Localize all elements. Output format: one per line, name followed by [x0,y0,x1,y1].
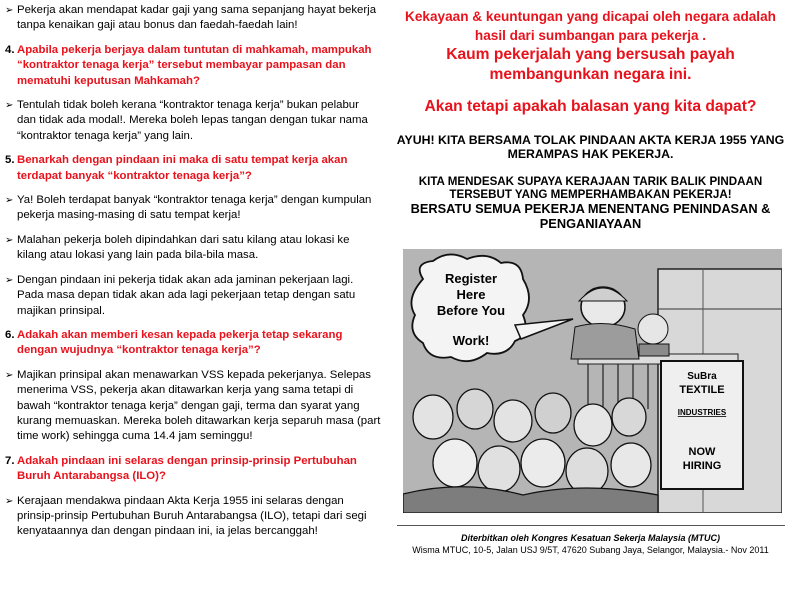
question-item: 5. Benarkah dengan pindaan ini maka di satu tempat kerja akan terdapat banyak “kontraktor tenaga kerja”? [5,154,348,182]
call-withdraw-amendment: KITA MENDESAK SUPAYA KERAJAAN TARIK BALIK PINDAAN TERSEBUT YANG MEMPERHAMBAKAN PEKERJA! [418,175,763,201]
cartoon-illustration [403,249,782,513]
arrow-bullet-icon: ➢ [5,495,14,507]
publisher-footer [393,532,788,556]
bubble-line-4: Work! [452,333,490,348]
bubble-line-1: Register [444,271,498,286]
question-item: 6. Adakah akan memberi kesan kepada pekerja tetap sekarang dengan wujudnya “kontraktor tenaga kerja”? [5,328,343,357]
publisher-name: Diterbitkan oleh Kongres Kesatuan Sekerja Malaysia (MTUC) [460,533,721,543]
call-reject-amendment: AYUH! KITA BERSAMA TOLAK PINDAAN AKTA KERJA 1955 YANG MERAMPAS HAK PEKERJA. [396,133,785,161]
arrow-bullet-icon: ➢ [5,234,14,246]
question-item: 4. Apabila pekerja berjaya dalam tuntutan di mahkamah, mampukah “kontraktor tenaga kerja” tersebut membayar pampasan dan mematuhi keputusan Mahkamah? [5,43,372,87]
sign-hiring: HIRING [682,460,722,472]
list-item: ➢ Malahan pekerja boleh dipindahkan dari satu kilang atau lokasi ke kilang atau lokasi yang lain pada bila-bila masa. [5,233,350,262]
sign-industries: INDUSTRIES [677,408,727,417]
list-item: ➢ Majikan prinsipal akan menawarkan VSS kepada pekerjanya. Selepas menerima VSS, pekerja akan ditawarkan kerja yang sama tetapi di bawah “kontraktor tenaga kerja” dengan gaji, terma dan syarat yang kurang memuaskan. Mereka boleh ditawarkan kerja separuh masa (part time work) sehingga cuma 14.4 jam seminggu! [5,368,381,443]
footer-divider [397,525,785,526]
bubble-line-3: Before You [436,303,506,318]
headline-wealth: Kekayaan & keuntungan yang dicapai oleh negara adalah hasil dari sumbangan para pekerja . [405,9,776,43]
sign-now: NOW [688,446,716,458]
headline-workers: Kaum pekerjalah yang bersusah payah membangunkan negara ini. [446,46,735,83]
arrow-bullet-icon: ➢ [5,100,14,112]
call-unite: BERSATU SEMUA PEKERJA MENENTANG PENINDASAN & PENGANIAYAAN [410,201,771,231]
right-column [393,0,788,231]
cartoon-drawing [403,249,782,513]
list-item: ➢ Tentulah tidak boleh kerana “kontraktor tenaga kerja” bukan pelabur dan tidak ada modal!. Mereka boleh lepas tangan dengan tukar nama “kontraktor tenaga kerja” yang lain. [5,99,368,142]
publisher-address: Wisma MTUC, 10-5, Jalan USJ 9/5T, 47620 Subang Jaya, Selangor, Malaysia.- Nov 2011 [412,545,769,555]
arrow-bullet-icon: ➢ [5,5,14,16]
headline-question: Akan tetapi apakah balasan yang kita dapat? [424,98,757,115]
sign-brand: SuBra [687,371,717,382]
bubble-line-2: Here [456,287,486,302]
list-item: ➢ Ya! Boleh terdapat banyak “kontraktor tenaga kerja” dengan kumpulan pekerja masing-masing di satu tempat kerja! [5,194,372,222]
arrow-bullet-icon: ➢ [5,369,14,381]
question-item: 7. Adakah pindaan ini selaras dengan prinsip-prinsip Pertubuhan Buruh Antarabangsa (ILO)? [5,454,357,483]
arrow-bullet-icon: ➢ [5,195,14,207]
sign-textile: TEXTILE [679,384,725,396]
arrow-bullet-icon: ➢ [5,274,14,286]
list-item: ➢ Pekerja akan mendapat kadar gaji yang sama sepanjang hayat bekerja tanpa kenaikan gaji atau bonus dan faedah-faedah lain! [5,4,377,32]
list-item: ➢ Kerajaan mendakwa pindaan Akta Kerja 1955 ini selaras dengan prinsip-prinsip Pertubuhan Buruh Antarabangsa (ILO), tetapi dari segi kenyataannya dan dengan pindaan ini, ia jelas bercanggah! [5,494,367,538]
left-column [5,3,381,549]
list-item: ➢ Dengan pindaan ini pekerja tidak akan ada jaminan pekerjaan lagi. Pada masa depan tidak akan ada lagi pekerjaan tetap dengan satu majikan prinsipal. [5,273,356,317]
